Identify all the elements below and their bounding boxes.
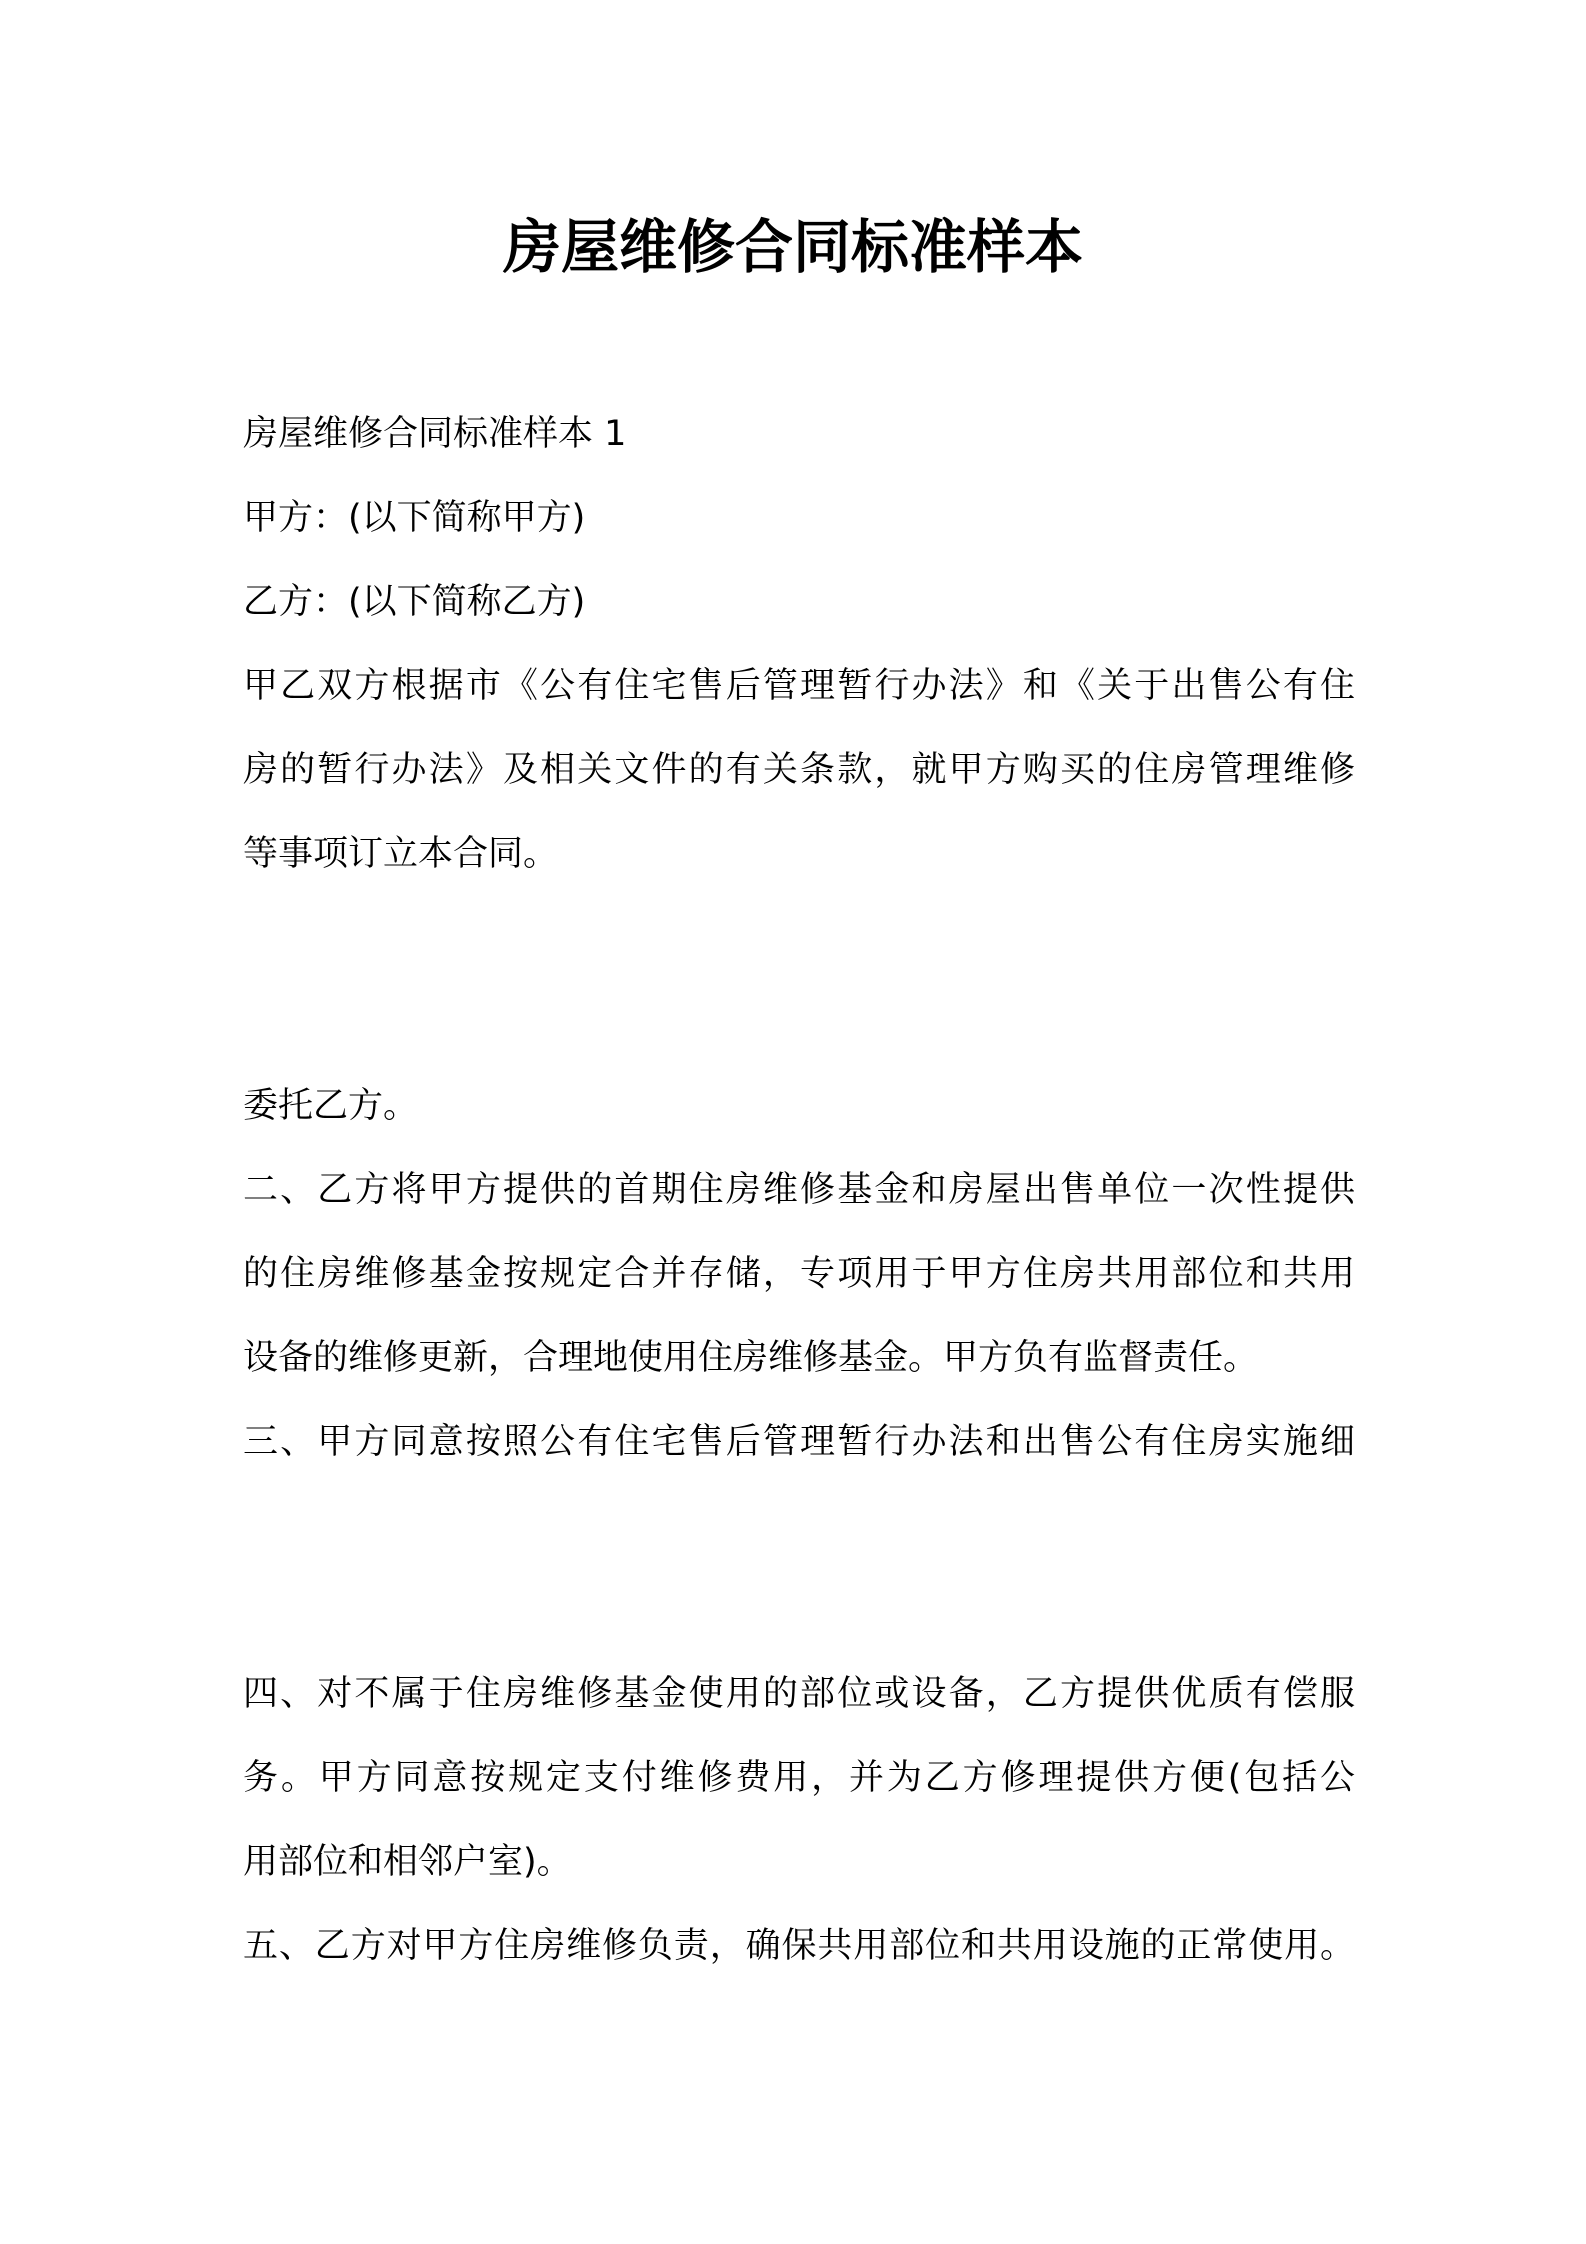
preamble-line-1: 甲乙双方根据市《公有住宅售后管理暂行办法》和《关于出售公有住 <box>243 666 1355 706</box>
clause-1-line-3: 委托乙方。 <box>243 1086 419 1126</box>
clause-3-line-1: 三、甲方同意按照公有住宅售后管理暂行办法和出售公有住房实施细 <box>243 1422 1355 1462</box>
clause-5-line-1: 五、乙方对甲方住房维修负责，确保共用部位和共用设施的正常使用。 <box>243 1926 1355 1966</box>
clause-2-line-2: 的住房维修基金按规定合并存储，专项用于甲方住房共用部位和共用 <box>243 1254 1355 1294</box>
document-title: 房屋维修合同标准样本 <box>502 213 1083 281</box>
clause-4-line-1: 四、对不属于住房维修基金使用的部位或设备，乙方提供优质有偿服 <box>243 1674 1355 1714</box>
clause-2-line-1: 二、乙方将甲方提供的首期住房维修基金和房屋出售单位一次性提供 <box>243 1170 1355 1210</box>
clause-2-line-3: 设备的维修更新，合理地使用住房维修基金。甲方负有监督责任。 <box>243 1338 1259 1378</box>
preamble-line-2: 房的暂行办法》及相关文件的有关条款，就甲方购买的住房管理维修 <box>243 750 1355 790</box>
clause-4-line-2: 务。甲方同意按规定支付维修费用，并为乙方修理提供方便(包括公 <box>243 1758 1355 1798</box>
document-subtitle: 房屋维修合同标准样本 1 <box>243 414 627 454</box>
party-b-line: 乙方：(以下简称乙方) <box>243 582 586 622</box>
clause-4-line-3: 用部位和相邻户室)。 <box>243 1842 572 1882</box>
party-a-line: 甲方：(以下简称甲方) <box>243 498 586 538</box>
preamble-line-3: 等事项订立本合同。 <box>243 834 559 874</box>
